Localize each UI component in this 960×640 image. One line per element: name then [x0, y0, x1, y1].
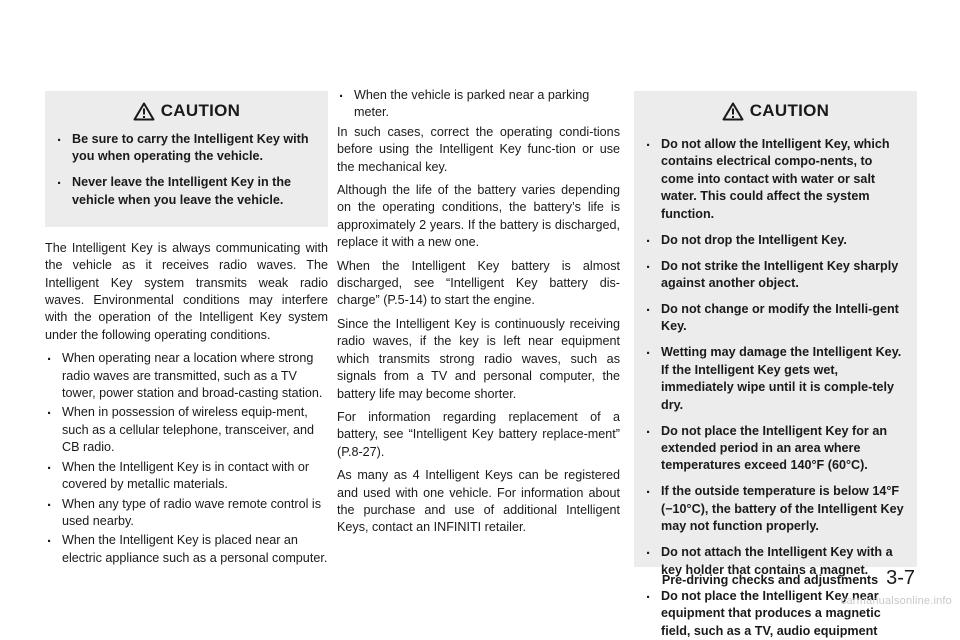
watermark: carmanualsonline.info	[840, 595, 952, 607]
warning-triangle-icon	[722, 102, 744, 121]
caution-item: . Do not allow the Intelligent Key, which contains electrical compo-nents, to come into contact with water or salt water. This could affect the system function.	[644, 136, 907, 223]
paragraph: In such cases, correct the operating condi-tions before using the Intelligent Key func-tion or use the mechanical key.	[337, 124, 620, 174]
paragraph: Although the life of the battery varies depending on the operating conditions, the battery’s life is approximately 2 years. If the battery is discharged, replace it with a new one.	[337, 183, 620, 250]
intro-paragraph: The Intelligent Key is always communicating with the vehicle as it receives radio waves. The Intelligent Key system transmits weak radio waves. Environmental conditions may interfere with the operation of the Intelligent Key system under the following operating conditions.	[45, 240, 328, 342]
caution-list	[644, 136, 907, 640]
caution-item: . Do not attach the Intelligent Key with a key holder that contains a magnet.	[644, 544, 907, 579]
paragraph: When the Intelligent Key battery is almost discharged, see “Intelligent Key battery dis-charge” (P.5-14) to start the engine.	[337, 258, 620, 308]
caution-item: . Wetting may damage the Intelligent Key. If the Intelligent Key gets wet, immediately wipe until it is comple-tely dry.	[644, 344, 907, 414]
condition-item: . When in possession of wireless equip-ment, such as a cellular telephone, transceiver, and CB radio.	[45, 404, 328, 456]
caution-item: . Do not place the Intelligent Key for an extended period in an area where temperatures exceed 140°F (60°C).	[644, 423, 907, 475]
section-title: Pre-driving checks and adjustments	[661, 573, 879, 587]
condition-item: . When the vehicle is parked near a parking meter.	[337, 87, 620, 122]
condition-item: . When operating near a location where strong radio waves are transmitted, such as a TV tower, power station and broad-casting station.	[45, 350, 328, 402]
column-2	[337, 87, 620, 543]
column-1	[45, 0, 328, 569]
conditions-list-continued	[337, 87, 620, 122]
caution-list	[55, 131, 318, 209]
caution-item: . Do not strike the Intelligent Key sharply against another object.	[644, 258, 907, 293]
caution-item: . Do not place the Intelligent Key near equipment that produces a magnetic field, such as a TV, audio equipment	[644, 588, 907, 640]
caution-item: . Do not drop the Intelligent Key.	[644, 232, 907, 249]
paragraph: Since the Intelligent Key is continuously receiving radio waves, if the key is left near equipment which transmits strong radio waves, such as signals from a TV and personal computer, the battery life may become shorter.	[337, 316, 620, 401]
page-footer	[662, 567, 915, 590]
condition-item: . When any type of radio wave remote control is used nearby.	[45, 496, 328, 531]
condition-item: . When the Intelligent Key is in contact with or covered by metallic materials.	[45, 459, 328, 494]
paragraph: For information regarding replacement of a battery, see “Intelligent Key battery replace-ment” (P.8-27).	[337, 409, 620, 459]
caution-title: CAUTION	[160, 101, 241, 120]
caution-box-1	[45, 91, 328, 227]
caution-item: . Do not change or modify the Intelli-gent Key.	[644, 301, 907, 336]
caution-item: . Never leave the Intelligent Key in the vehicle when you leave the vehicle.	[55, 174, 318, 209]
warning-triangle-icon	[133, 102, 155, 121]
condition-item: . When the Intelligent Key is placed near an electric appliance such as a personal computer.	[45, 532, 328, 567]
paragraph: As many as 4 Intelligent Keys can be registered and used with one vehicle. For information about the purchase and use of additional Intelligent Keys, contact an INFINITI retailer.	[337, 468, 620, 535]
caution-item: . Be sure to carry the Intelligent Key with you when operating the vehicle.	[55, 131, 318, 166]
conditions-list	[45, 350, 328, 567]
page-number: 3-7	[886, 567, 915, 589]
caution-header	[644, 91, 907, 131]
caution-title: CAUTION	[749, 101, 830, 120]
caution-item: . If the outside temperature is below 14°F (−10°C), the battery of the Intelligent Key may not function properly.	[644, 483, 907, 535]
caution-header	[55, 91, 318, 131]
